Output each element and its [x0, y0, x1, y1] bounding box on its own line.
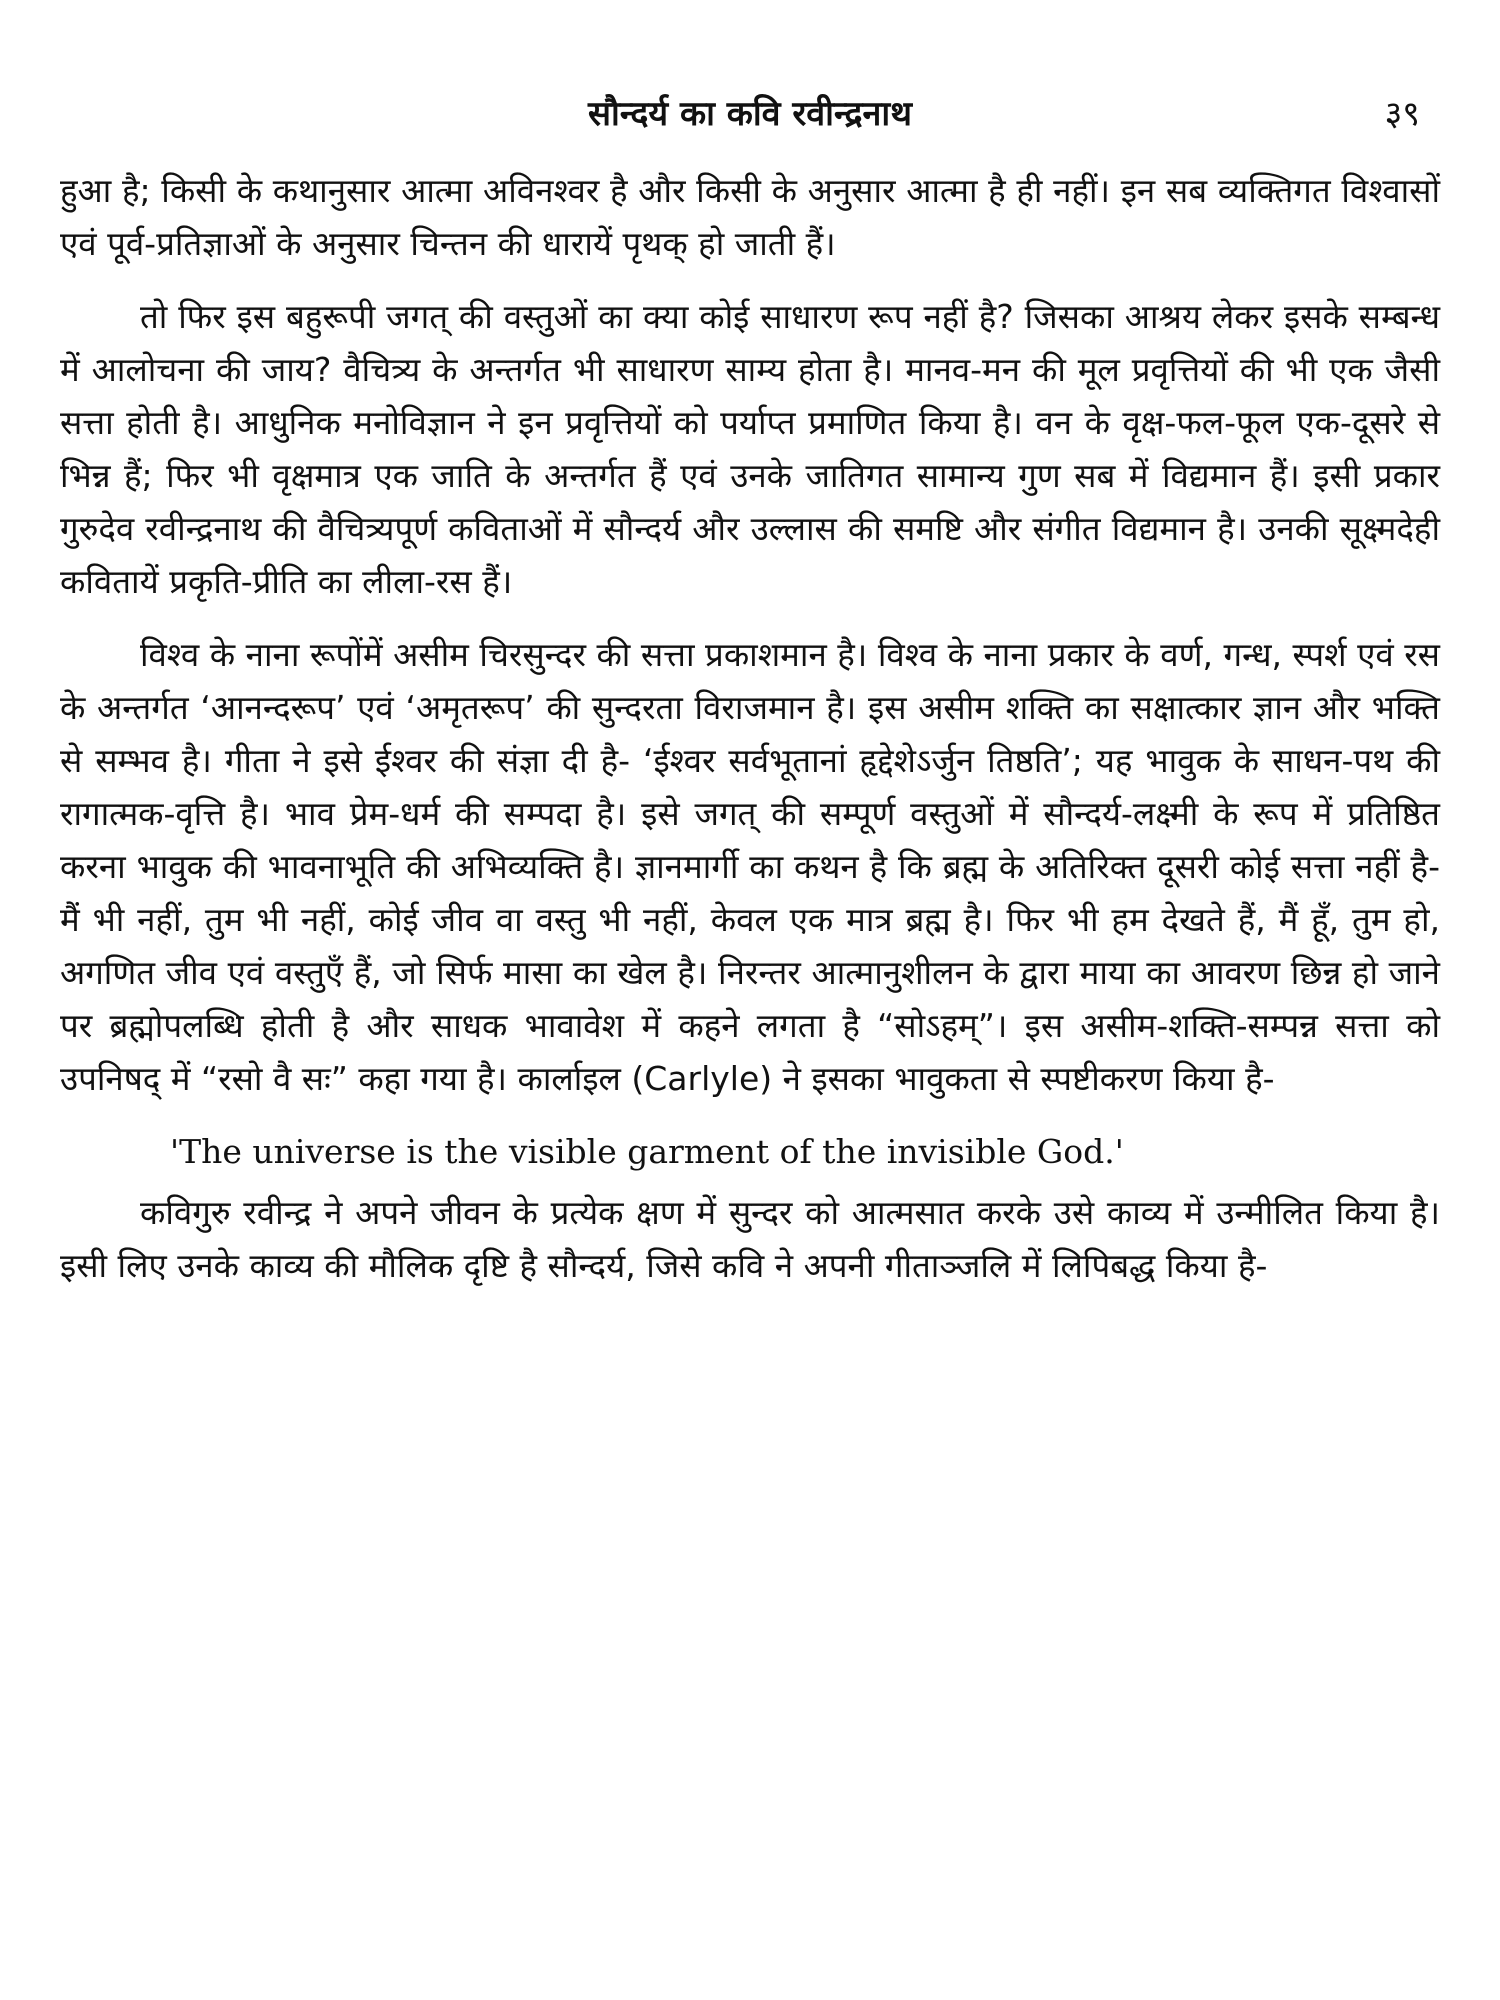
book-page: [60, 90, 1440, 1312]
paragraph: विश्व के नाना रूपोंमें असीम चिरसुन्दर की सत्ता प्रकाशमान है। विश्व के नाना प्रकार के वर्ण, गन्ध, स्पर्श एवं रस के अन्तर्गत ‘आनन्दरूप’ एवं ‘अमृतरूप’ की सुन्दरता विराजमान है। इस असीम शक्ति का सक्षात्कार ज्ञान और भक्ति से सम्भव है। गीता ने इसे ईश्वर की संज्ञा दी है- ‘ईश्वर सर्वभूतानां हृद्देशेऽर्जुन तिष्ठति’; यह भावुक के साधन-पथ की रागात्मक-वृत्ति है। भाव प्रेम-धर्म की सम्पदा है। इसे जगत् की सम्पूर्ण वस्तुओं में सौन्दर्य-लक्ष्मी के रूप में प्रतिष्ठित करना भावुक की भावनाभूति की अभिव्यक्ति है। ज्ञानमार्गी का कथन है कि ब्रह्म के अतिरिक्त दूसरी कोई सत्ता नहीं है- मैं भी नहीं, तुम भी नहीं, कोई जीव वा वस्तु भी नहीं, केवल एक मात्र ब्रह्म है। फिर भी हम देखते हैं, मैं हूँ, तुम हो, अगणित जीव एवं वस्तुएँ हैं, जो सिर्फ मासा का खेल है। निरन्तर आत्मानुशीलन के द्वारा माया का आवरण छिन्न हो जाने पर ब्रह्मोपलब्धि होती है और साधक भावावेश में कहने लगता है “सोऽहम्”। इस असीम-शक्ति-सम्पन्न सत्ता को उपनिषद् में “रसो वै सः” कहा गया है। कार्लाइल (Carlyle) ने इसका भावुकता से स्पष्टीकरण किया है-: [60, 635, 1440, 1098]
running-title: सौन्दर्य का कवि रवीन्द्रनाथ: [588, 94, 912, 134]
page-header: [60, 90, 1440, 150]
page-number: ३९: [1384, 94, 1420, 134]
paragraph: कविगुरु रवीन्द्र ने अपने जीवन के प्रत्येक क्षण में सुन्दर को आत्मसात करके उसे काव्य में उन्मीलित किया है। इसी लिए उनके काव्य की मौलिक दृष्टि है सौन्दर्य, जिसे कवि ने अपनी गीताञ्जलि में लिपिबद्ध किया है-: [60, 1193, 1440, 1285]
paragraph-continuation: हुआ है; किसी के कथानुसार आत्मा अविनश्वर है और किसी के अनुसार आत्मा है ही नहीं। इन सब व्यक्तिगत विश्वासों एवं पूर्व-प्रतिज्ञाओं के अनुसार चिन्तन की धारायें पृथक् हो जाती हैं।: [60, 171, 1440, 263]
english-quote: 'The universe is the visible garment of the invisible God.': [170, 1132, 1124, 1171]
body-text: [60, 164, 1440, 1292]
paragraph: तो फिर इस बहुरूपी जगत् की वस्तुओं का क्या कोई साधारण रूप नहीं है? जिसका आश्रय लेकर इसके सम्बन्ध में आलोचना की जाय? वैचित्र्य के अन्तर्गत भी साधारण साम्य होता है। मानव-मन की मूल प्रवृत्तियों की भी एक जैसी सत्ता होती है। आधुनिक मनोविज्ञान ने इन प्रवृत्तियों को पर्याप्त प्रमाणित किया है। वन के वृक्ष-फल-फूल एक-दूसरे से भिन्न हैं; फिर भी वृक्षमात्र एक जाति के अन्तर्गत हैं एवं उनके जातिगत सामान्य गुण सब में विद्यमान हैं। इसी प्रकार गुरुदेव रवीन्द्रनाथ की वैचित्र्यपूर्ण कविताओं में सौन्दर्य और उल्लास की समष्टि और संगीत विद्यमान है। उनकी सूक्ष्मदेही कवितायें प्रकृति-प्रीति का लीला-रस हैं।: [60, 297, 1440, 601]
